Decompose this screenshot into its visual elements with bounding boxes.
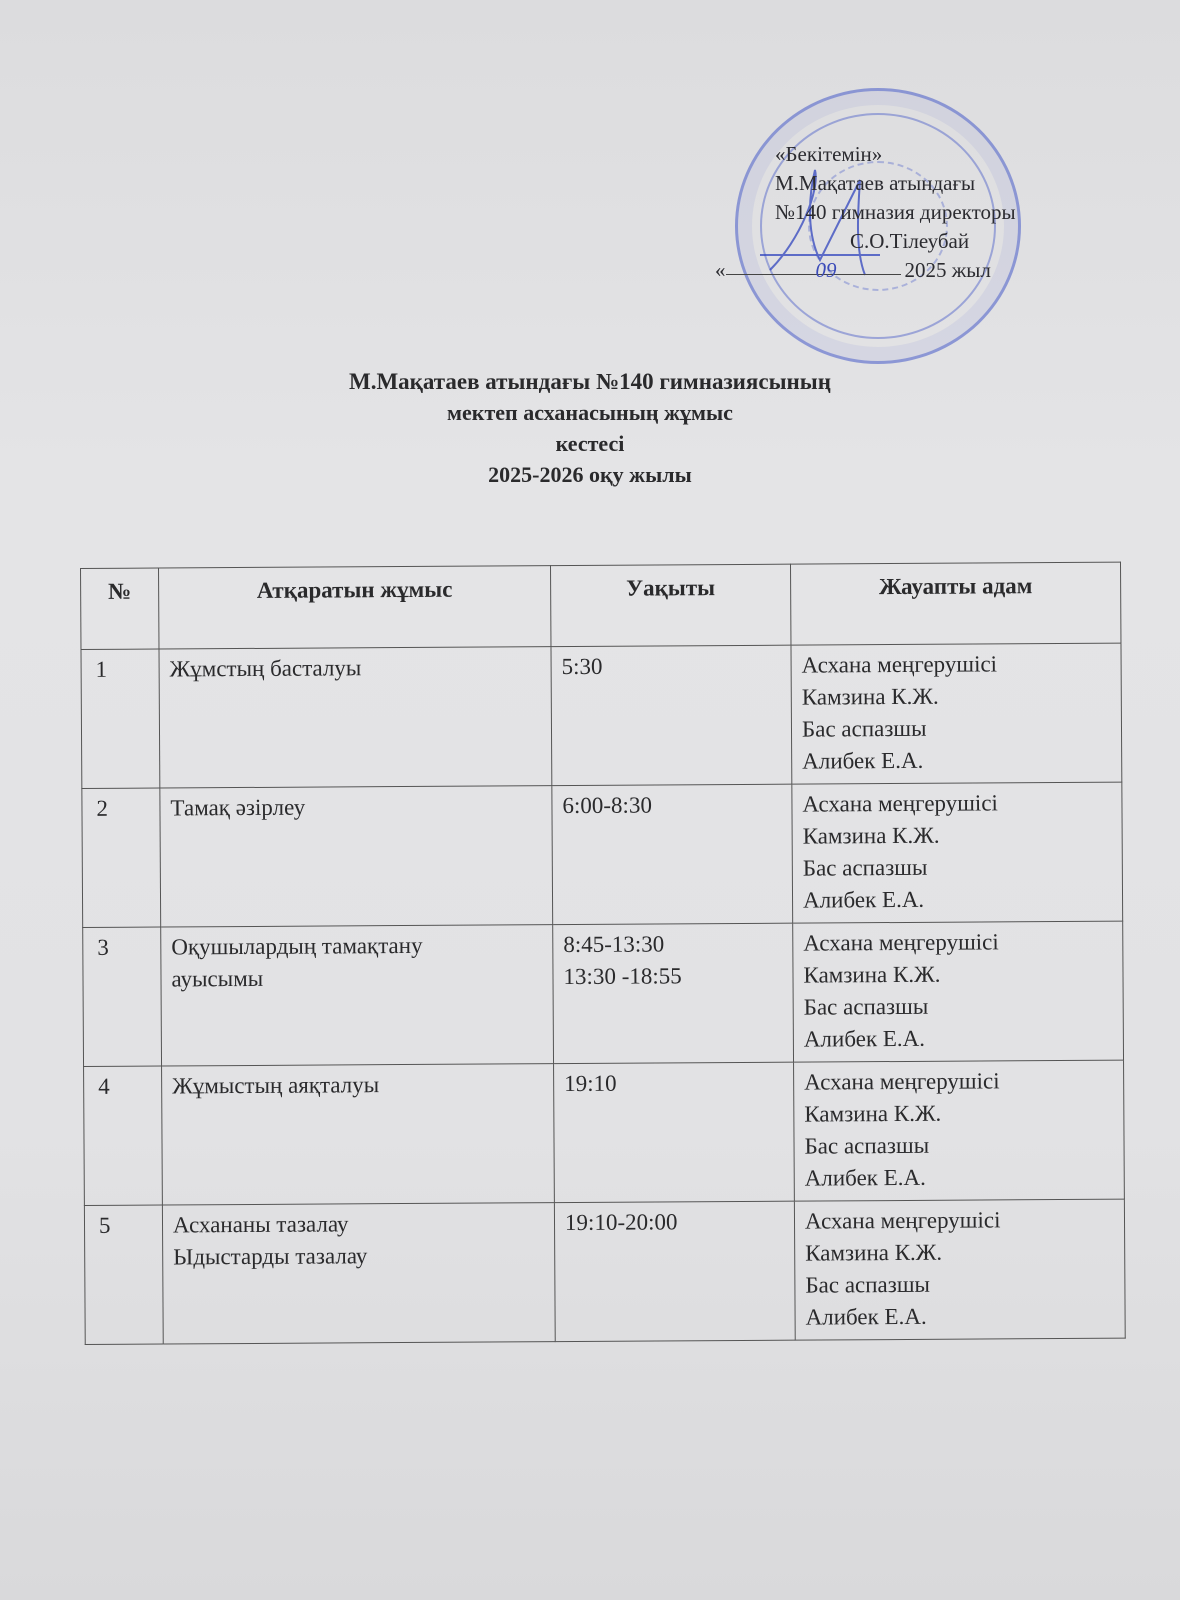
header-task: Атқаратын жұмыс xyxy=(159,566,551,649)
row-responsible xyxy=(791,643,1122,784)
row-task xyxy=(162,1064,555,1205)
header-time: Уақыты xyxy=(550,564,790,646)
task-line: Оқушылардың тамақтану xyxy=(171,932,423,960)
row-number: 4 xyxy=(84,1066,163,1205)
row-time xyxy=(551,645,792,785)
row-time xyxy=(552,784,793,924)
title-line-1: М.Мақатаев атындағы №140 гимназиясының xyxy=(348,369,832,394)
row-time xyxy=(553,923,794,1063)
time-line: 19:10 xyxy=(564,1070,617,1097)
responsible-line: Бас аспазшы xyxy=(803,993,929,1020)
time-line: 8:45-13:30 xyxy=(563,931,665,958)
title-line-2: мектеп асханасының жұмыс xyxy=(447,400,733,425)
responsible-line: Асхана меңгерушісі xyxy=(801,651,998,678)
row-time xyxy=(554,1062,795,1202)
task-line: Ыдыстарды тазалау xyxy=(173,1243,368,1270)
header-number: № xyxy=(81,568,159,649)
responsible-line: Асхана меңгерушісі xyxy=(802,790,998,817)
row-task xyxy=(160,786,553,927)
row-responsible xyxy=(794,1060,1125,1201)
responsible-line: Асхана меңгерушісі xyxy=(804,1068,1000,1095)
approval-date xyxy=(715,256,1016,285)
date-blank xyxy=(726,256,901,282)
table-row xyxy=(84,1060,1125,1205)
task-line: Жұмыстың аяқталуы xyxy=(172,1072,380,1099)
date-open-quote: « xyxy=(715,258,726,282)
responsible-line: Бас аспазшы xyxy=(802,854,928,881)
responsible-line: Камзина К.Ж. xyxy=(803,961,941,988)
time-line: 19:10-20:00 xyxy=(564,1209,678,1236)
row-task xyxy=(162,1203,555,1344)
time-line: 13:30 -18:55 xyxy=(563,963,682,990)
task-line: Жұмстың басталуы xyxy=(169,655,362,682)
approval-position: №140 гимназия директоры xyxy=(775,200,1016,224)
title-line-3: кестесі xyxy=(555,431,625,456)
row-number: 2 xyxy=(82,788,161,927)
schedule-table xyxy=(80,562,1126,1345)
header-responsible: Жауапты адам xyxy=(790,562,1120,645)
row-number: 3 xyxy=(83,927,162,1066)
title-line-4: 2025-2026 оқу жылы xyxy=(488,462,692,487)
time-line: 6:00-8:30 xyxy=(562,792,652,819)
responsible-line: Асхана меңгерушісі xyxy=(804,1207,1001,1234)
responsible-line: Камзина К.Ж. xyxy=(804,1100,942,1127)
task-line: Асхананы тазалау xyxy=(172,1211,349,1238)
responsible-line: Алибек Е.А. xyxy=(803,1025,926,1052)
row-task xyxy=(161,925,554,1066)
approval-director-name: С.О.Тілеубай xyxy=(850,229,970,253)
responsible-line: Бас аспазшы xyxy=(801,715,927,742)
table-header-row xyxy=(81,562,1121,649)
responsible-line: Бас аспазшы xyxy=(805,1271,931,1298)
document-title xyxy=(0,366,1180,490)
date-month: 09 xyxy=(815,258,837,282)
responsible-line: Бас аспазшы xyxy=(804,1132,930,1159)
approval-school: М.Мақатаев атындағы xyxy=(775,171,976,195)
row-responsible xyxy=(793,921,1124,1062)
row-responsible xyxy=(792,782,1123,923)
date-year: 2025 жыл xyxy=(904,258,991,282)
row-number: 1 xyxy=(81,649,160,788)
table-row xyxy=(83,921,1124,1066)
responsible-line: Камзина К.Ж. xyxy=(802,822,940,849)
responsible-line: Камзина К.Ж. xyxy=(801,683,939,710)
table-row xyxy=(81,643,1122,788)
schedule-table-wrapper xyxy=(80,562,1130,1345)
approval-block xyxy=(715,140,1016,285)
row-time xyxy=(554,1201,795,1341)
table-row xyxy=(84,1199,1125,1344)
row-task xyxy=(159,647,552,788)
responsible-line: Алибек Е.А. xyxy=(802,886,925,913)
row-number: 5 xyxy=(84,1205,163,1344)
responsible-line: Асхана меңгерушісі xyxy=(803,929,999,956)
approval-heading: «Бекітемін» xyxy=(775,142,883,166)
task-line: ауысымы xyxy=(171,965,264,992)
responsible-line: Алибек Е.А. xyxy=(804,1164,926,1191)
time-line: 5:30 xyxy=(561,653,603,680)
task-line: Тамақ әзірлеу xyxy=(170,794,306,821)
table-row xyxy=(82,782,1123,927)
row-responsible xyxy=(794,1199,1125,1340)
responsible-line: Алибек Е.А. xyxy=(805,1303,927,1330)
responsible-line: Алибек Е.А. xyxy=(802,747,924,774)
responsible-line: Камзина К.Ж. xyxy=(805,1239,943,1266)
